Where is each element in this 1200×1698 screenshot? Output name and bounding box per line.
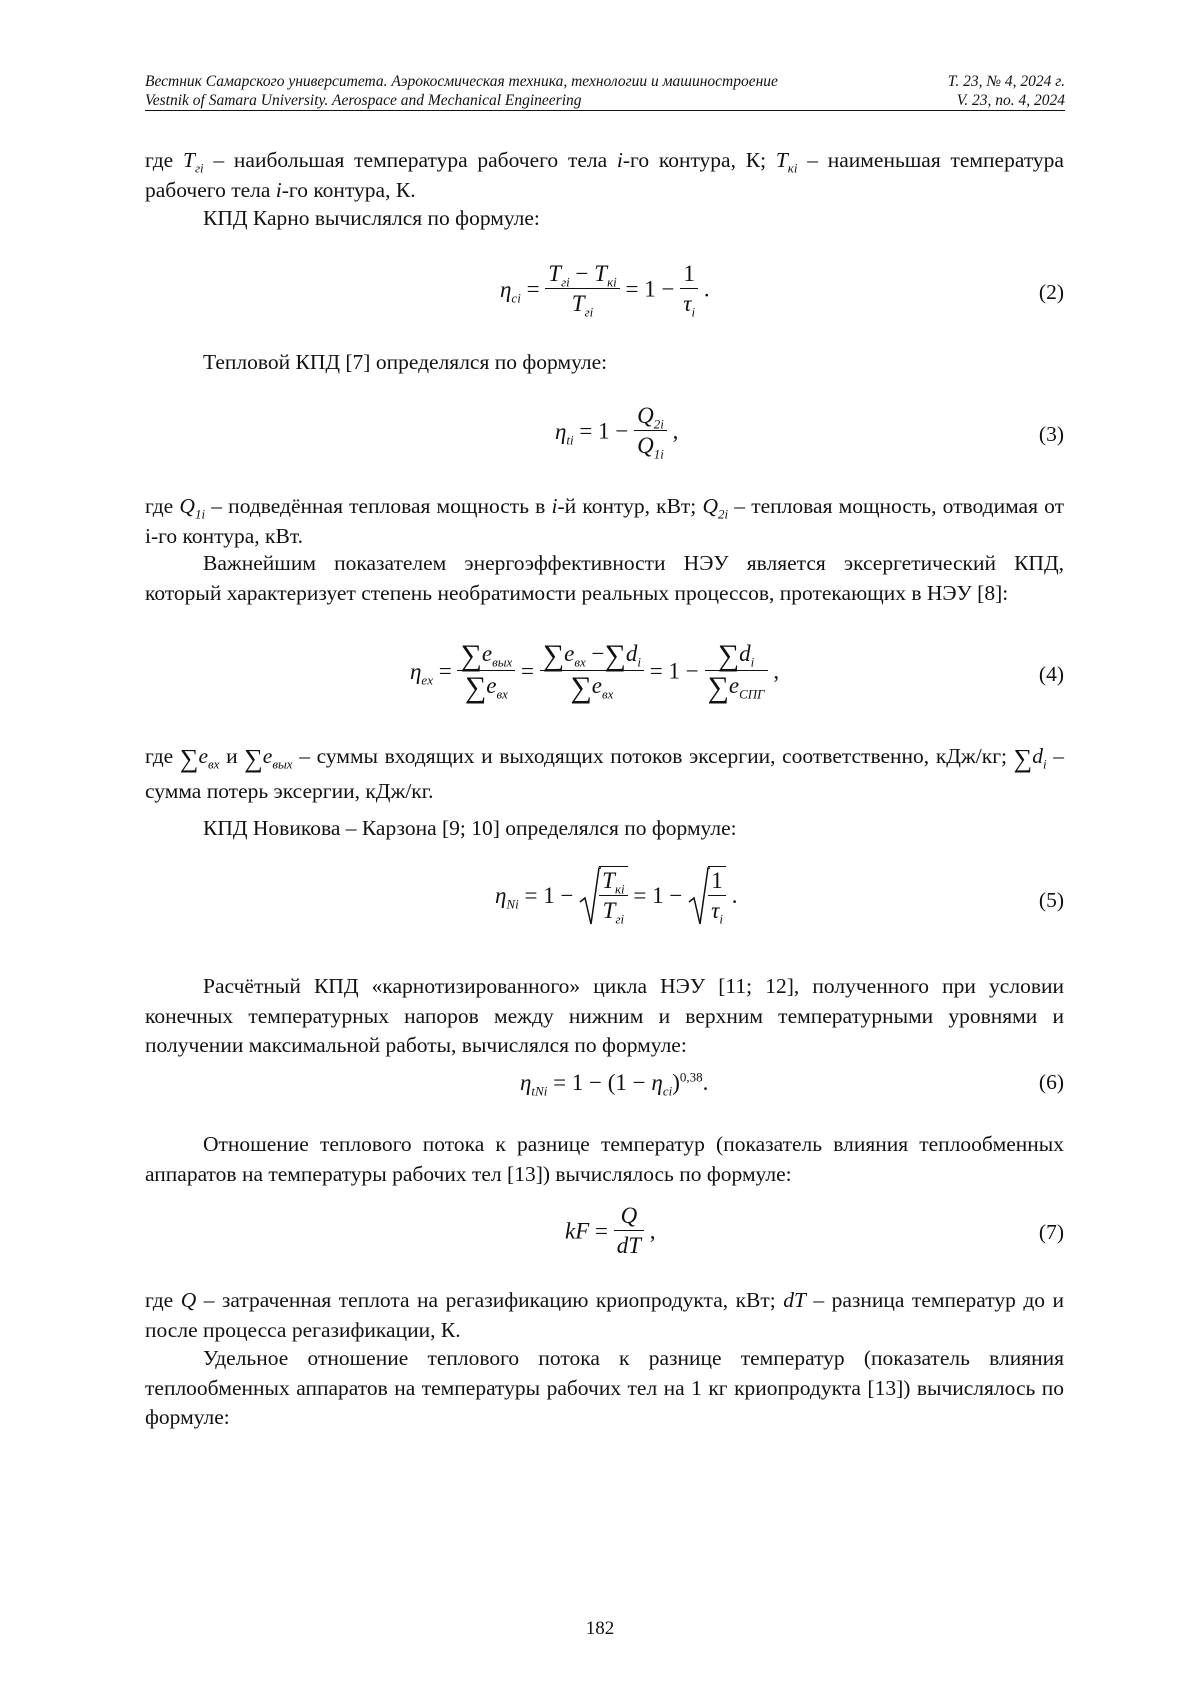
equation-number: (4) (1038, 662, 1064, 686)
paragraph-novikov-intro: КПД Новикова – Карзона [9; 10] определялся по формуле: (203, 816, 737, 840)
paragraph-thermal-intro: Тепловой КПД [7] определялся по формуле: (203, 350, 608, 374)
page-number: 182 (585, 1618, 615, 1639)
symbol-q1: $Q_{1i}$ (179, 494, 206, 522)
paragraph-carnot-intro: КПД Карно вычислялся по формуле: (203, 206, 540, 230)
equation-6 (145, 1064, 1064, 1114)
text-span: где (145, 1288, 181, 1312)
symbol-q2: $Q_{2i}$ (702, 494, 729, 522)
sqrt-symbol: $\frac{1}{\tau_i}$ (688, 866, 726, 926)
equation-2 (145, 260, 1064, 340)
symbol-i: i (551, 494, 558, 518)
text-span: где (145, 744, 180, 768)
paragraph-specific-kf-intro: Удельное отношение теплового потока к разнице температур (показатель влияния теплообменных аппаратов на температуры рабочих тел на 1 кг криопродукта [13]) вычислялось по формуле: (145, 1346, 1064, 1429)
journal-title-en: Vestnik of Samara University. Aerospace and Mechanical Engineering (145, 92, 582, 109)
journal-title-ru: Вестник Самарского университета. Аэрокосмическая техника, технологии и машиностроение (145, 73, 778, 90)
paragraph-exergy-flows (145, 740, 1064, 808)
formula-novikov-curzon: $\eta_{Ni} = 1$ − $\frac{T_{кi}}{T_{гi}}$ = 1 − $\frac{1}{\tau_i}$ . (495, 868, 738, 927)
text-span: -го контура, К. (281, 177, 416, 202)
text-span: – разница температур до и после процесса регазификации, К. (145, 1288, 1064, 1342)
formula-carnotized-efficiency: $\eta_{tNi} = 1 - (1 - \eta_{ci})^{0,38}$. (520, 1069, 709, 1099)
formula-carnot: $\eta_{ci}$ = $\frac{T_{гi} - T_{кi}}{T_{гi}}$ = 1 − $\frac{1}{\tau_i}$ . (500, 261, 710, 320)
text-span: – суммы входящих и выходящих потоков эксергии, соответственно, кДж/кг; (292, 744, 1014, 768)
formula-thermal-efficiency: $\eta_{ti} = 1$ − $\frac{Q_{2i}}{Q_{1i}}$ , (555, 403, 679, 462)
symbol-sum-e-out: $\sum e_{вых}$ (244, 744, 293, 773)
equation-5 (145, 866, 1064, 956)
symbol-i: i (616, 148, 623, 172)
volume-ru: Т. 23, № 4, 2024 г. (947, 73, 1065, 90)
text-span: – наибольшая температура рабочего тела (203, 148, 617, 172)
formula-kf: kF = $\frac{Q}{dT}$ , (565, 1203, 656, 1258)
formula-exergy-efficiency: $\eta_{ex}$ = $\frac{\sum e_{вых}}{\sum e_{вх}}$ = $\frac{\sum e_{вх} -\sum d_i}{\sum e_{вх}}$ = 1 − $\frac{\sum d_i}{\sum e_{СПГ}}$ , (410, 639, 780, 704)
equation-number: (5) (1038, 888, 1064, 912)
equation-number: (3) (1038, 422, 1064, 446)
paragraph-temperatures (145, 146, 1064, 205)
paragraph-heat-power (145, 492, 1064, 551)
symbol-q: Q (180, 1288, 197, 1312)
equation-number: (6) (1038, 1070, 1064, 1094)
symbol-dt: dT (783, 1288, 806, 1312)
text-span: – подведённая тепловая мощность в (205, 494, 552, 518)
running-header-en (145, 91, 1065, 111)
equation-7 (145, 1202, 1064, 1272)
symbol-sum-e-in: $\sum e_{вх}$ (179, 744, 220, 773)
paragraph-carnotized-intro: Расчётный КПД «карнотизированного» цикла НЭУ [11; 12], полученного при условии конечных температурных напоров между нижним и верхним температурными уровнями и получении максимальной работы, вычислялся по формуле: (145, 974, 1064, 1057)
text-span: – затраченная теплота на регазификацию криопродукта, кВт; (196, 1288, 784, 1312)
symbol-sum-d: $\sum d_i$ (1013, 744, 1047, 773)
sqrt-symbol: $\frac{T_{кi}}{T_{гi}}$ (579, 866, 628, 926)
paragraph-heat-definitions (145, 1286, 1064, 1345)
text-span: где (145, 148, 183, 172)
text-span: – тепловая мощность, отводимая от i-го контура, кВт. (145, 494, 1065, 548)
text-span: – сумма потерь эксергии, кДж/кг. (145, 744, 1064, 803)
running-header-ru (145, 72, 1065, 91)
symbol-t-hot: $T_{гi}$ (182, 148, 204, 176)
equation-4 (145, 640, 1064, 730)
symbol-t-cold: $T_{кi}$ (775, 148, 798, 176)
text-span: и (219, 744, 245, 768)
symbol-i: i (275, 177, 282, 202)
paragraph-kf-intro: Отношение теплового потока к разнице температур (показатель влияния теплообменных аппаратов на температуры рабочих тел [13]) вычислялось по формуле: (145, 1132, 1064, 1186)
paragraph-exergy-intro: Важнейшим показателем энергоэффективности НЭУ является эксергетический КПД, который характеризует степень необратимости реальных процессов, протекающих в НЭУ [8]: (145, 551, 1064, 605)
text-span: -й контур, кВт; (557, 494, 703, 518)
text-span: – наименьшая температура рабочего тела (145, 148, 1064, 202)
volume-en: V. 23, no. 4, 2024 (956, 92, 1065, 109)
text-span: где (145, 494, 180, 518)
text-span: -го контура, К; (622, 148, 776, 172)
equation-number: (2) (1038, 280, 1064, 304)
equation-3 (145, 402, 1064, 482)
equation-number: (7) (1038, 1220, 1064, 1244)
